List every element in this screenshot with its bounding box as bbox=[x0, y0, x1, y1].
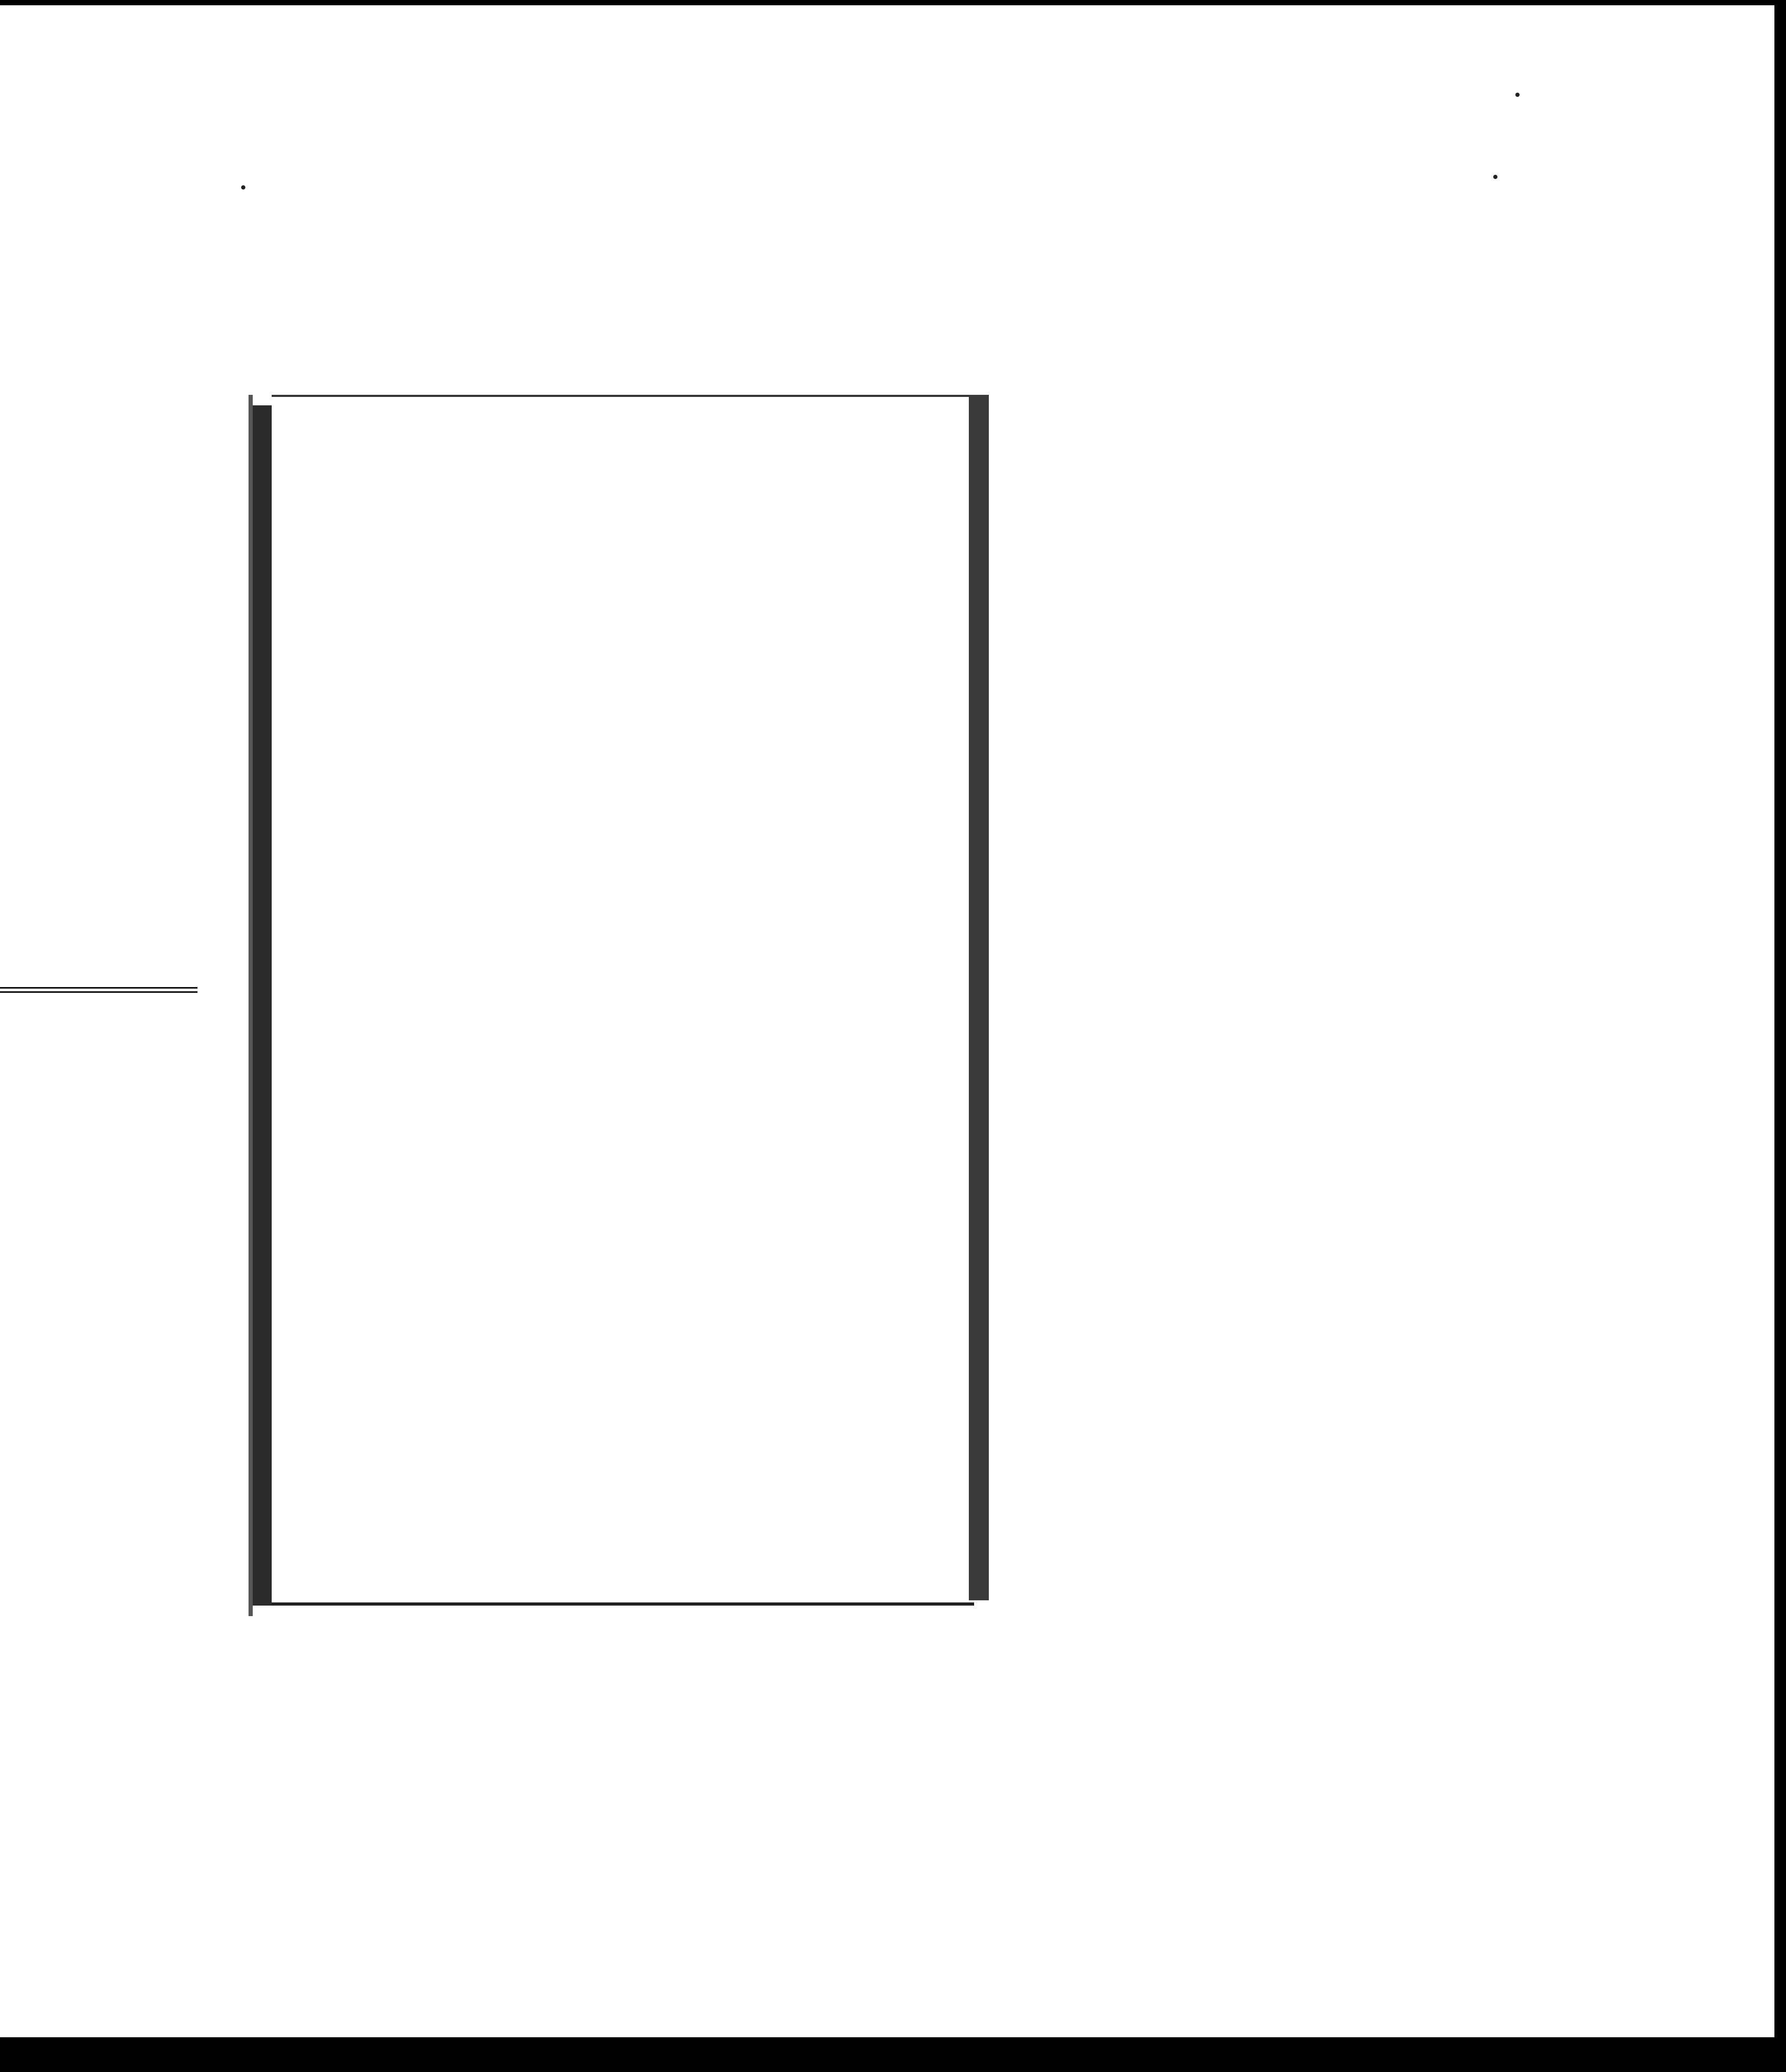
book-spine bbox=[253, 405, 272, 1606]
double-rule bbox=[0, 991, 197, 993]
left-page-gutter bbox=[249, 395, 253, 1616]
scan-top-edge bbox=[0, 0, 1786, 5]
scan-right-edge bbox=[1774, 0, 1786, 2072]
scan-speck bbox=[1515, 93, 1520, 97]
double-rule bbox=[0, 987, 197, 989]
page-edge-shadow bbox=[969, 395, 989, 1600]
scan-speck bbox=[1493, 175, 1497, 179]
right-page bbox=[272, 395, 974, 1606]
left-page bbox=[0, 395, 253, 1616]
running-header bbox=[338, 484, 896, 516]
scan-bottom-edge bbox=[0, 2037, 1786, 2072]
scan-speck bbox=[241, 185, 245, 190]
